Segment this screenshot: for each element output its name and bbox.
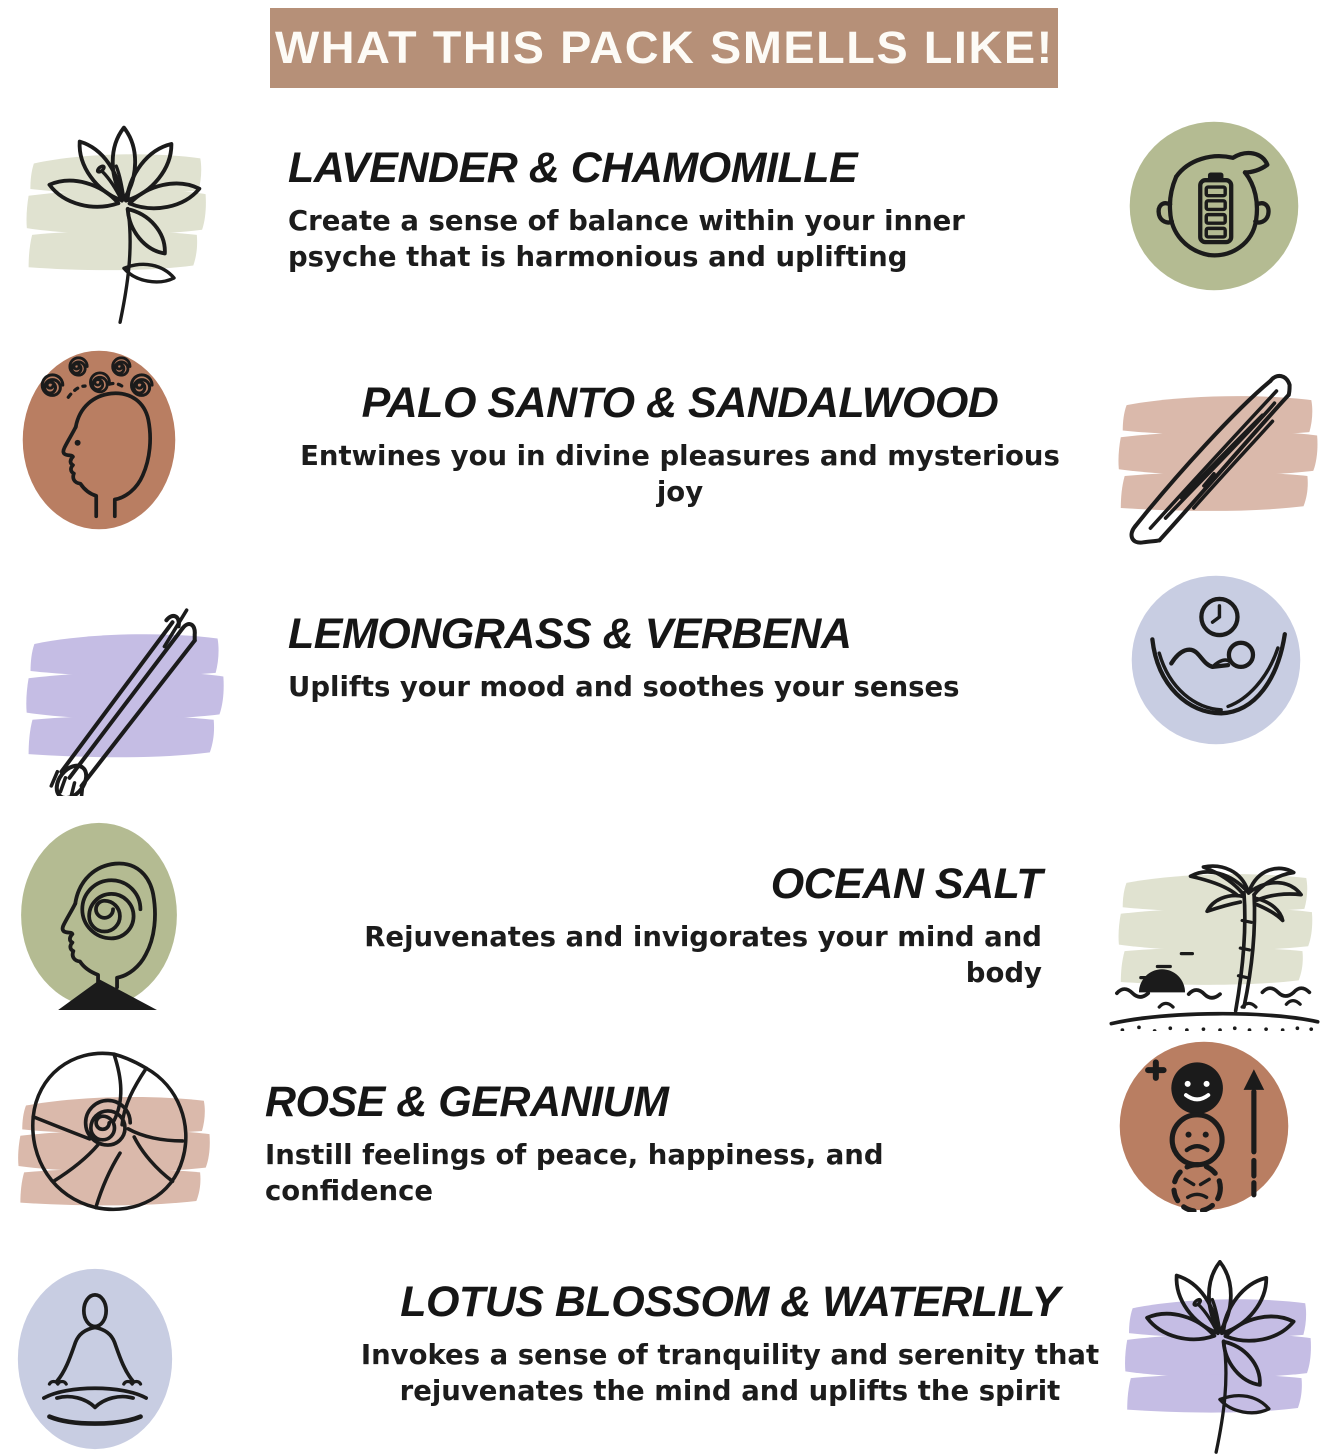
scent-row-palo-santo-sandalwood <box>0 345 1337 570</box>
scent-description: Entwines you in divine pleasures and mysterious joy <box>300 440 1060 509</box>
scent-title: LOTUS BLOSSOM & WATERLILY <box>400 1278 1060 1326</box>
scent-text-block <box>340 1278 1120 1410</box>
scent-description: Instill feelings of peace, happiness, and confidence <box>265 1139 884 1208</box>
mood-improvement-icon <box>1118 1040 1290 1212</box>
header-title: WHAT THIS PACK SMELLS LIKE! <box>274 22 1054 73</box>
scent-title: OCEAN SALT <box>770 860 1042 908</box>
scent-description: Invokes a sense of tranquility and serenity that rejuvenates the mind and uplifts the spirit <box>360 1339 1100 1408</box>
lemongrass-illustration <box>8 594 240 796</box>
spiral-mind-head-icon <box>18 820 180 1010</box>
header-banner <box>270 8 1058 88</box>
scent-title: PALO SANTO & SANDALWOOD <box>361 379 999 427</box>
scent-text-block <box>288 610 1008 705</box>
palo-santo-wood-illustration <box>1103 345 1335 550</box>
scent-row-lemongrass-verbena <box>0 578 1337 813</box>
hammock-relaxing-person-clock-icon <box>1130 574 1302 746</box>
scent-description: Create a sense of balance within your inner psyche that is harmonious and uplifting <box>288 205 965 274</box>
scent-text-block <box>288 144 1048 276</box>
scent-title: ROSE & GERANIUM <box>265 1078 669 1126</box>
thinking-head-spirals-icon <box>18 347 180 533</box>
scent-row-rose-geranium <box>0 1040 1337 1260</box>
beach-palm-sunset-illustration <box>1092 856 1337 1031</box>
scent-title: LEMONGRASS & VERBENA <box>288 610 852 658</box>
scent-text-block <box>265 1078 1025 1210</box>
rose-illustration <box>0 1040 232 1252</box>
meditating-person-icon <box>16 1264 174 1454</box>
scent-row-lavender-chamomille <box>0 118 1337 333</box>
lily-flower-illustration <box>8 118 236 330</box>
scent-text-block <box>340 860 1042 992</box>
scent-row-lotus-waterlily <box>0 1258 1337 1455</box>
waterlily-illustration <box>1102 1260 1334 1455</box>
scent-description: Uplifts your mood and soothes your senses <box>288 671 960 703</box>
scent-row-ocean-salt <box>0 820 1337 1040</box>
scent-title: LAVENDER & CHAMOMILLE <box>288 144 858 192</box>
head-battery-recharge-icon <box>1128 120 1300 292</box>
scent-text-block <box>280 379 1080 511</box>
scent-description: Rejuvenates and invigorates your mind and body <box>364 921 1042 990</box>
